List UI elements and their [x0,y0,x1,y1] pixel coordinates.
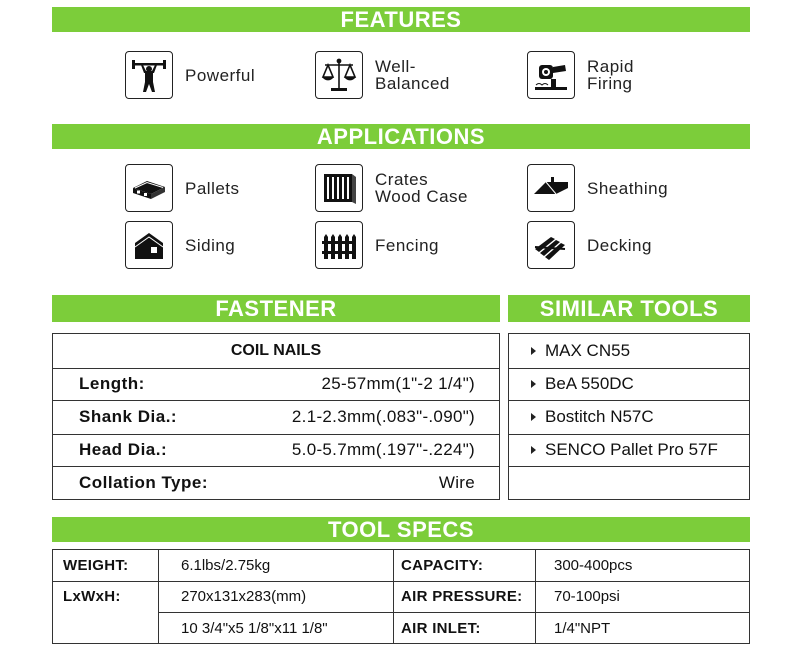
table-row [53,434,499,466]
fastener-title: FASTENER [215,296,337,321]
spec-key: Head Dia.: [79,440,168,459]
weight-label: WEIGHT: [63,557,129,574]
tool-specs-banner [52,517,750,542]
bullet-arrow-icon [531,380,536,388]
tool-specs-title: TOOL SPECS [327,517,474,542]
air-pressure-value: 70-100psi [554,588,620,605]
feature-label: Rapid Firing [587,57,634,93]
spec-value: 5.0-5.7mm(.197"-.224") [291,440,475,459]
features-title: FEATURES [340,7,462,32]
application-crates [315,164,468,212]
capacity-value: 300-400pcs [554,557,633,574]
air-inlet-value: 1/4"NPT [554,619,611,637]
application-fencing [315,221,439,269]
list-item [509,368,749,400]
features-banner [52,7,750,32]
air-inlet-label: AIR INLET: [401,619,481,637]
nailer-icon [527,51,575,99]
list-item [509,334,749,368]
similar-tools-list [508,333,750,500]
application-label: Fencing [375,235,439,255]
fastener-banner [52,295,500,322]
fastener-header: COIL NAILS [230,342,322,359]
fastener-table [52,333,500,500]
bullet-arrow-icon [531,347,536,355]
application-pallets [125,164,240,212]
crate-icon [315,164,363,212]
tool-specs-table [52,549,750,644]
air-pressure-label: AIR PRESSURE: [401,588,523,605]
application-siding [125,221,235,269]
tool-name: BeA 550DC [545,374,634,393]
deck-boards-icon [527,221,575,269]
application-sheathing [527,164,668,212]
feature-well-balanced [315,51,450,99]
fence-icon [315,221,363,269]
list-item [509,434,749,466]
weight-value: 6.1lbs/2.75kg [181,557,271,574]
pallet-icon [125,164,173,212]
dimensions-mm: 270x131x283(mm) [181,588,307,605]
spec-value: 2.1-2.3mm(.083"-.090") [291,407,475,426]
tool-name: Bostitch N57C [545,407,654,426]
balance-scale-icon [315,51,363,99]
table-row [53,368,499,400]
bullet-arrow-icon [531,446,536,454]
table-row [53,466,499,500]
application-label: Crates Wood Case [375,170,469,206]
list-item [509,400,749,434]
feature-rapid-firing [527,51,634,99]
applications-title: APPLICATIONS [316,124,486,149]
feature-powerful [125,51,255,99]
application-label: Siding [185,235,236,255]
bullet-arrow-icon [531,413,536,421]
roof-icon [527,164,575,212]
spec-value: Wire [438,473,475,492]
weightlifter-icon [125,51,173,99]
application-label: Pallets [185,178,240,198]
feature-label: Powerful [185,65,256,85]
feature-label: Well- Balanced [375,57,450,93]
dimensions-inches: 10 3/4"x5 1/8"x11 1/8" [181,619,328,637]
application-label: Decking [587,235,652,255]
similar-tools-banner [508,295,750,322]
spec-key: Length: [79,374,145,393]
similar-tools-title: SIMILAR TOOLS [539,296,719,321]
spec-key: Collation Type: [79,473,209,492]
applications-banner [52,124,750,149]
tool-name: SENCO Pallet Pro 57F [545,440,718,459]
spec-value: 25-57mm(1"-2 1/4") [321,374,475,393]
house-icon [125,221,173,269]
capacity-label: CAPACITY: [401,557,484,574]
application-label: Sheathing [587,178,669,198]
tool-name: MAX CN55 [545,341,631,360]
spec-key: Shank Dia.: [79,407,178,426]
application-decking [527,221,652,269]
table-row [53,400,499,434]
dimensions-label: LxWxH: [63,588,121,605]
